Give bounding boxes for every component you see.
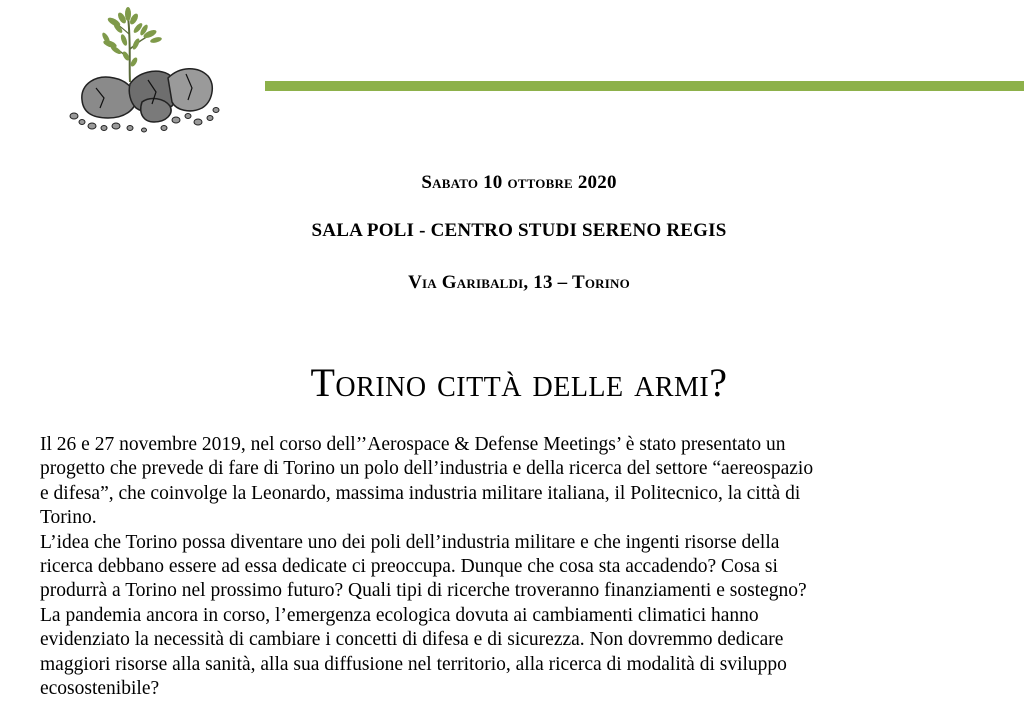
- body-line: ecosostenibile?: [40, 678, 160, 700]
- event-venue-text: SALA POLI - CENTRO STUDI SERENO REGIS: [311, 220, 727, 241]
- olive-sapling-on-rocks-logo: [52, 4, 252, 144]
- body-line: Il 26 e 27 novembre 2019, nel corso dell’’Aerospace & Defense Meetings’ è stato presentato un: [40, 434, 786, 455]
- document-title: Torino città delle armi?: [310, 359, 728, 405]
- body-line: La pandemia ancora in corso, l’emergenza ecologica dovuta ai cambiamenti climatici hanno: [40, 604, 759, 626]
- body-line: ricerca debbano essere ad essa dedicate ci preoccupa. Dunque che cosa sta accadendo? Cosa si: [40, 556, 778, 578]
- event-date-text: Sabato 10 ottobre 2020: [421, 172, 617, 193]
- event-address-text: Via Garibaldi, 13 – Torino: [408, 272, 630, 293]
- event-address: [0, 272, 1024, 294]
- body-line: e difesa”, che coinvolge la Leonardo, massima industria militare italiana, il Politecnico, la città di: [40, 482, 801, 504]
- body-line: produrrà a Torino nel prossimo futuro? Quali tipi di ricerche troveranno finanziamenti e sostegno?: [40, 580, 807, 602]
- body-line: L’idea che Torino possa diventare uno dei poli dell’industria militare e che ingenti risorse della: [40, 531, 780, 553]
- body-line: maggiori risorse alla sanità, alla sua diffusione nel territorio, alla ricerca di modalità di sviluppo: [40, 653, 787, 675]
- event-date: [0, 172, 1024, 194]
- body-paragraph: [40, 433, 1020, 701]
- event-venue: [0, 220, 1024, 242]
- body-line: evidenziato la necessità di cambiare i concetti di difesa e di sicurezza. Non dovremmo dedicare: [40, 629, 784, 651]
- body-line: progetto che prevede di fare di Torino un polo dell’industria e della ricerca del settore “aereospazio: [40, 458, 814, 480]
- header-green-rule: [265, 81, 1024, 91]
- body-line: Torino.: [40, 507, 97, 529]
